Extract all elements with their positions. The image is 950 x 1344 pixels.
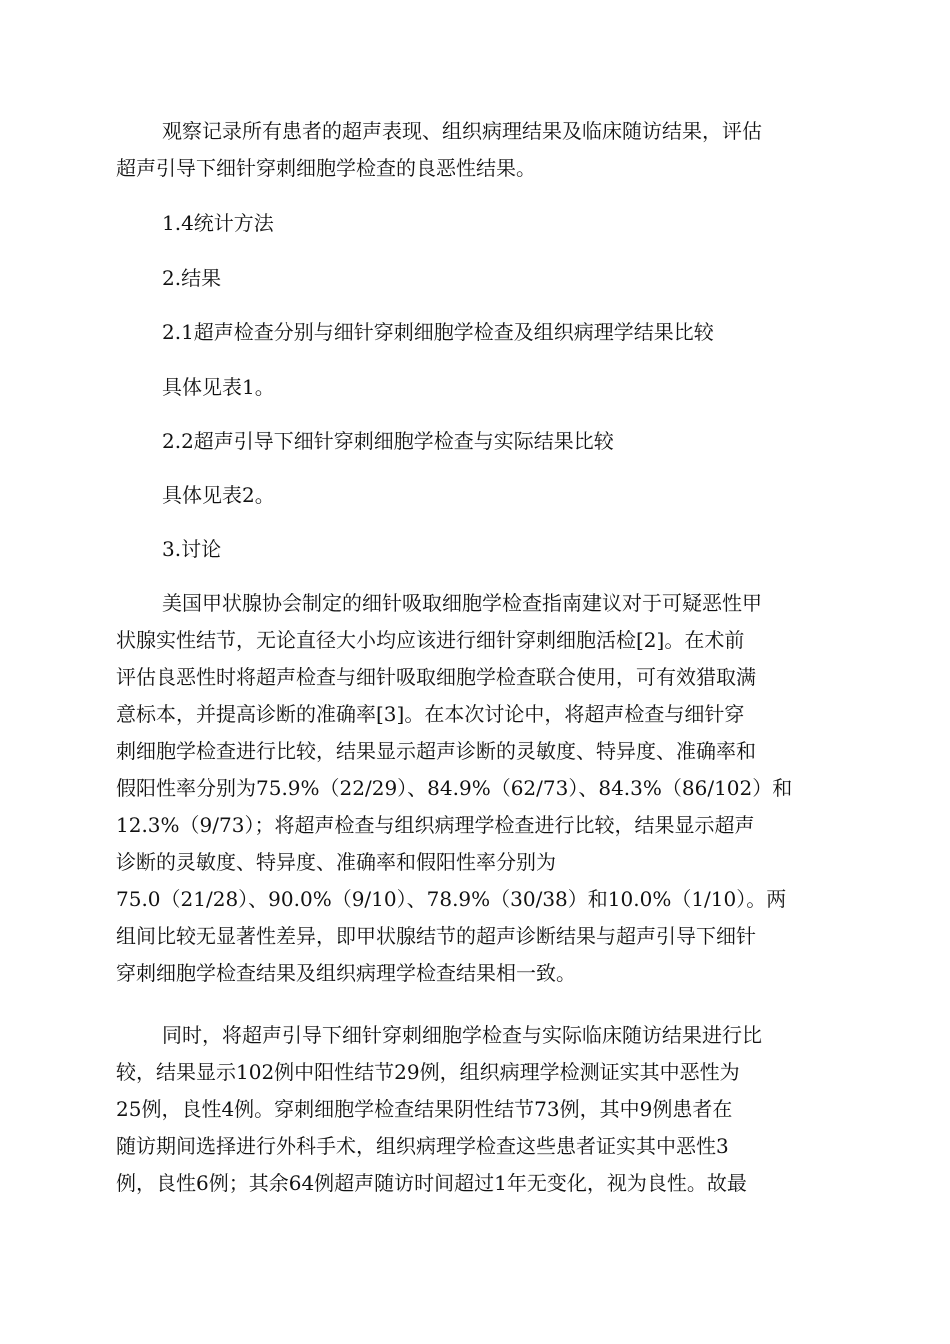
section-heading-statistics: 1.4统计方法 [162,211,274,235]
paragraph-discussion-line: 评估良恶性时将超声检查与细针吸取细胞学检查联合使用，可有效猎取满 [116,665,756,689]
paragraph-followup-line: 较，结果显示102例中阳性结节29例，组织病理学检测证实其中恶性为 [116,1060,740,1084]
paragraph-followup-line: 随访期间选择进行外科手术，组织病理学检查这些患者证实其中恶性3 [116,1134,729,1158]
section-heading-results: 2.结果 [162,266,222,290]
paragraph-observation-line: 观察记录所有患者的超声表现、组织病理结果及临床随访结果，评估 [162,119,762,143]
paragraph-discussion-line: 12.3%（9/73）；将超声检查与组织病理学检查进行比较，结果显示超声 [116,813,755,837]
paragraph-discussion-line: 穿刺细胞学检查结果及组织病理学检查结果相一致。 [116,961,576,985]
paragraph-observation-line: 超声引导下细针穿刺细胞学检查的良恶性结果。 [116,156,536,180]
paragraph-discussion-line: 诊断的灵敏度、特异度、准确率和假阳性率分别为 [116,850,556,874]
paragraph-discussion-line: 美国甲状腺协会制定的细针吸取细胞学检查指南建议对于可疑恶性甲 [162,591,762,615]
section-heading-discussion: 3.讨论 [162,537,222,561]
paragraph-discussion-line: 意标本，并提高诊断的准确率[3]。在本次讨论中，将超声检查与细针穿 [116,702,745,726]
table-reference-1: 具体见表1。 [162,375,275,399]
paragraph-followup-line: 同时，将超声引导下细针穿刺细胞学检查与实际临床随访结果进行比 [162,1023,762,1047]
paragraph-discussion-line: 组间比较无显著性差异，即甲状腺结节的超声诊断结果与超声引导下细针 [116,924,756,948]
paragraph-discussion-line: 假阳性率分别为75.9%（22/29）、84.9%（62/73）、84.3%（86/102）和 [116,776,793,800]
subsection-heading-2-1: 2.1超声检查分别与细针穿刺细胞学检查及组织病理学结果比较 [162,320,714,344]
subsection-heading-2-2: 2.2超声引导下细针穿刺细胞学检查与实际结果比较 [162,429,614,453]
paragraph-followup-line: 例，良性6例；其余64例超声随访时间超过1年无变化，视为良性。故最 [116,1171,747,1195]
paragraph-discussion-line: 状腺实性结节，无论直径大小均应该进行细针穿刺细胞活检[2]。在术前 [116,628,745,652]
paragraph-discussion-line: 刺细胞学检查进行比较，结果显示超声诊断的灵敏度、特异度、准确率和 [116,739,756,763]
table-reference-2: 具体见表2。 [162,483,275,507]
paragraph-discussion-line: 75.0（21/28）、90.0%（9/10）、78.9%（30/38）和10.0%（1/10）。两 [116,887,787,911]
paragraph-followup-line: 25例，良性4例。穿刺细胞学检查结果阴性结节73例，其中9例患者在 [116,1097,733,1121]
